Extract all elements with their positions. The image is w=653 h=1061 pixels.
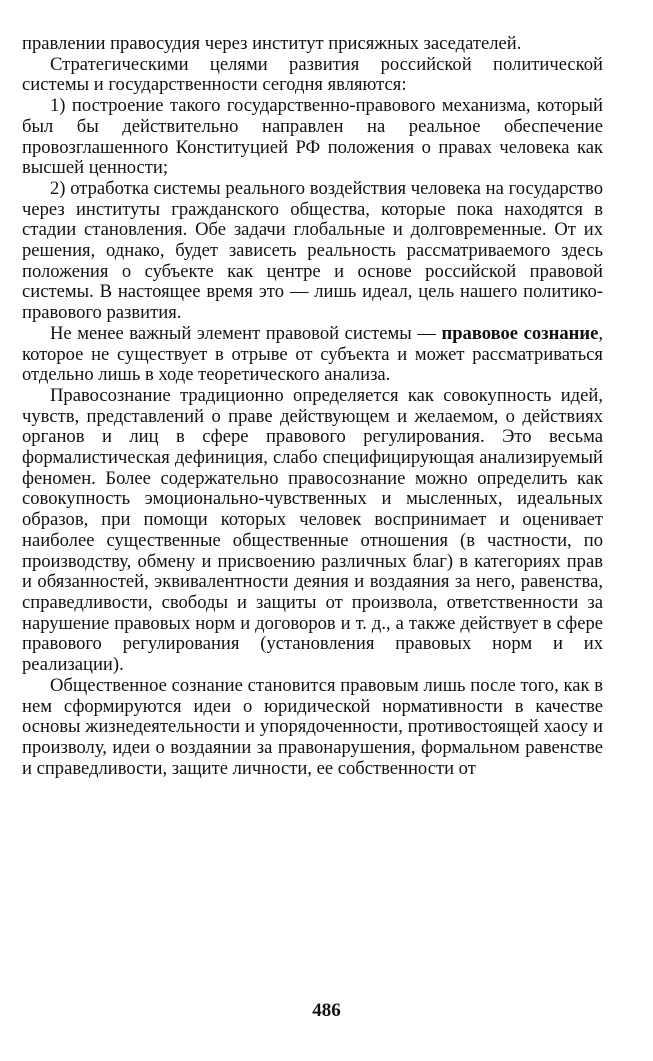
paragraph-legal-consciousness (22, 324, 603, 386)
page-text (22, 34, 603, 779)
text-run: Не менее важный элемент правовой системы — (50, 322, 442, 344)
paragraph-goal-2: 2) отработка системы реального воздействия человека на государство через институты гражданского общества, которые пока находятся в стадии становления. Обе задачи глобальные и долговременные. От их решения, однако, будет зависеть реальность рассматриваемого здесь положения о субъекте как центре и основе российской правовой системы. В настоящее время это — лишь идеал, цель нашего политико-правового развития. (22, 177, 603, 324)
text-run: , которое не существует в отрыве от субъекта и может рассматриваться отдельно лишь в ходе теоретического анализа. (22, 322, 603, 386)
paragraph-strategic-goals: Стратегическими целями развития российской политической системы и государственности сегодня являются: (22, 53, 603, 96)
paragraph-social-consciousness: Общественное сознание становится правовым лишь после того, как в нем сформируются идеи о юридической нормативности в качестве основы жизнедеятельности и упорядоченности, противостоящей хаосу и произволу, идеи о воздаянии за правонарушения, формальном равенстве и справедливости, защите личности, ее собственности от (22, 674, 603, 779)
paragraph-continuation: правлении правосудия через институт присяжных заседателей. (22, 33, 522, 54)
paragraph-goal-1: 1) построение такого государственно-правового механизма, который был бы действительно направлен на реальное обеспечение провозглашенного Конституцией РФ положения о правах человека как высшей ценности; (22, 95, 603, 179)
bold-term: правовое сознание (441, 322, 599, 344)
page-number: 486 (312, 1000, 341, 1021)
paragraph-definition: Правосознание традиционно определяется как совокупность идей, чувств, представлений о праве действующем и желаемом, о действиях органов и лиц в сфере правового регулирования. Это весьма формалистическая дефиниция, слабо специфицирующая анализируемый феномен. Более содержательно правосознание можно определить как совокупность эмоционально-чувственных и мысленных, идеальных образов, при помощи которых человек воспринимает и оценивает наиболее существенные общественные отношения (в частности, по производству, обмену и присвоению различных благ) в категориях прав и обязанностей, эквивалентности деяния и воздаяния за него, равенства, справедливости, свободы и защиты от произвола, ответственности за нарушение правовых норм и договоров и т. д., а также действует в сфере правового регулирования (установления правовых норм и их реализации). (22, 384, 603, 676)
